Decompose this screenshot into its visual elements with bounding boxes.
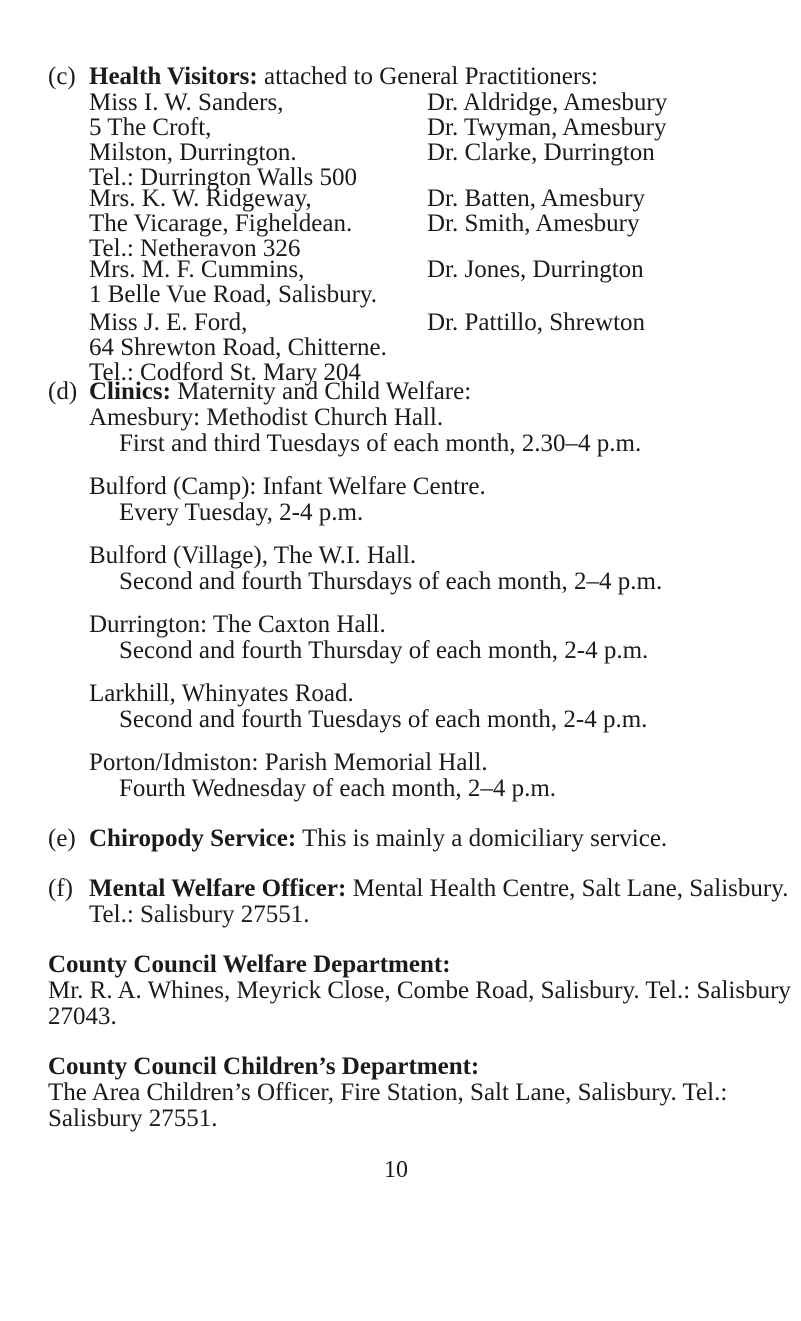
- section-e-text: This is mainly a domiciliary service.: [301, 825, 668, 852]
- clinic-name: Amesbury: Methodist Church Hall.: [89, 404, 444, 431]
- clinic-detail: Fourth Wednesday of each month, 2–4 p.m.: [119, 775, 557, 802]
- section-f-line: [89, 876, 788, 901]
- section-f-label: (f): [48, 875, 73, 902]
- section-f-text: Mental Health Centre, Salt Lane, Salisbury.: [352, 875, 789, 902]
- children-line-2: Salisbury 27551.: [48, 1105, 218, 1132]
- doctor-list-3: [427, 257, 644, 282]
- doctor-line: Dr. Clarke, Durrington: [427, 139, 655, 166]
- visitor-line: Miss J. E. Ford,: [89, 309, 248, 336]
- doctor-list-1: [427, 90, 667, 165]
- visitor-line: Mrs. K. W. Ridgeway,: [89, 185, 312, 212]
- doctor-list-4: [427, 310, 645, 335]
- visitor-line: 64 Shrewton Road, Chitterne.: [89, 334, 387, 361]
- clinic-detail: Second and fourth Tuesdays of each month, 2-4 p.m.: [119, 706, 648, 733]
- section-e-heading: Chiropody Service:: [89, 825, 297, 852]
- section-e-label: (e): [48, 825, 76, 852]
- section-d-heading-rest: Maternity and Child Welfare:: [177, 378, 472, 405]
- visitor-line: Mrs. M. F. Cummins,: [89, 256, 305, 283]
- section-f-heading: Mental Welfare Officer:: [89, 875, 347, 902]
- page-number: 10: [384, 1157, 408, 1183]
- doctor-line: Dr. Jones, Durrington: [427, 256, 644, 283]
- visitor-line: Tel.: Codford St. Mary 204: [89, 359, 361, 386]
- clinic-name: Bulford (Village), The W.I. Hall.: [89, 542, 417, 569]
- visitor-line: Miss I. W. Sanders,: [89, 89, 284, 116]
- clinic-detail: Second and fourth Thursdays of each month, 2–4 p.m.: [119, 568, 663, 595]
- section-d-heading-line: [89, 379, 471, 404]
- doctor-list-2: [427, 186, 645, 236]
- visitor-line: 1 Belle Vue Road, Salisbury.: [89, 281, 378, 308]
- doctor-line: Dr. Smith, Amesbury: [427, 210, 640, 237]
- section-d-label: (d): [48, 378, 78, 405]
- health-visitor-4: [89, 310, 387, 385]
- health-visitor-2: [89, 186, 352, 261]
- welfare-line-2: 27043.: [48, 1003, 117, 1030]
- clinic-name: Porton/Idmiston: Parish Memorial Hall.: [89, 749, 488, 776]
- clinic-detail: Second and fourth Thursday of each month, 2-4 p.m.: [119, 637, 649, 664]
- clinic-name: Durrington: The Caxton Hall.: [89, 611, 386, 638]
- health-visitor-1: [89, 90, 357, 190]
- doctor-line: Dr. Twyman, Amesbury: [427, 114, 667, 141]
- clinic-name: Bulford (Camp): Infant Welfare Centre.: [89, 473, 486, 500]
- clinic-name: Larkhill, Whinyates Road.: [89, 680, 354, 707]
- visitor-line: The Vicarage, Figheldean.: [89, 210, 353, 237]
- health-visitor-3: [89, 257, 377, 307]
- section-f-text2: Tel.: Salisbury 27551.: [89, 901, 310, 928]
- doctor-line: Dr. Aldridge, Amesbury: [427, 89, 668, 116]
- visitor-line: 5 The Croft,: [89, 114, 212, 141]
- section-c-heading-line: [89, 64, 598, 89]
- children-heading: County Council Children’s Department:: [48, 1053, 480, 1080]
- doctor-line: Dr. Batten, Amesbury: [427, 185, 646, 212]
- section-c-heading-rest: attached to General Practitioners:: [264, 63, 598, 90]
- visitor-line: Milston, Durrington.: [89, 139, 297, 166]
- clinic-detail: First and third Tuesdays of each month, 2.30–4 p.m.: [119, 430, 642, 457]
- section-c-heading: Health Visitors:: [89, 63, 258, 90]
- visitor-line: Tel.: Netheravon 326: [89, 235, 301, 262]
- section-e-line: [89, 826, 667, 851]
- clinic-detail: Every Tuesday, 2-4 p.m.: [119, 499, 364, 526]
- visitor-line: Tel.: Durrington Walls 500: [89, 164, 357, 191]
- doctor-line: Dr. Pattillo, Shrewton: [427, 309, 646, 336]
- children-line-1: The Area Children’s Officer, Fire Station, Salt Lane, Salisbury. Tel.:: [48, 1079, 728, 1106]
- section-c-label: (c): [48, 63, 76, 90]
- welfare-heading: County Council Welfare Department:: [48, 951, 451, 978]
- welfare-line-1: Mr. R. A. Whines, Meyrick Close, Combe Road, Salisbury. Tel.: Salisbury: [48, 977, 791, 1004]
- section-d-heading: Clinics:: [89, 378, 171, 405]
